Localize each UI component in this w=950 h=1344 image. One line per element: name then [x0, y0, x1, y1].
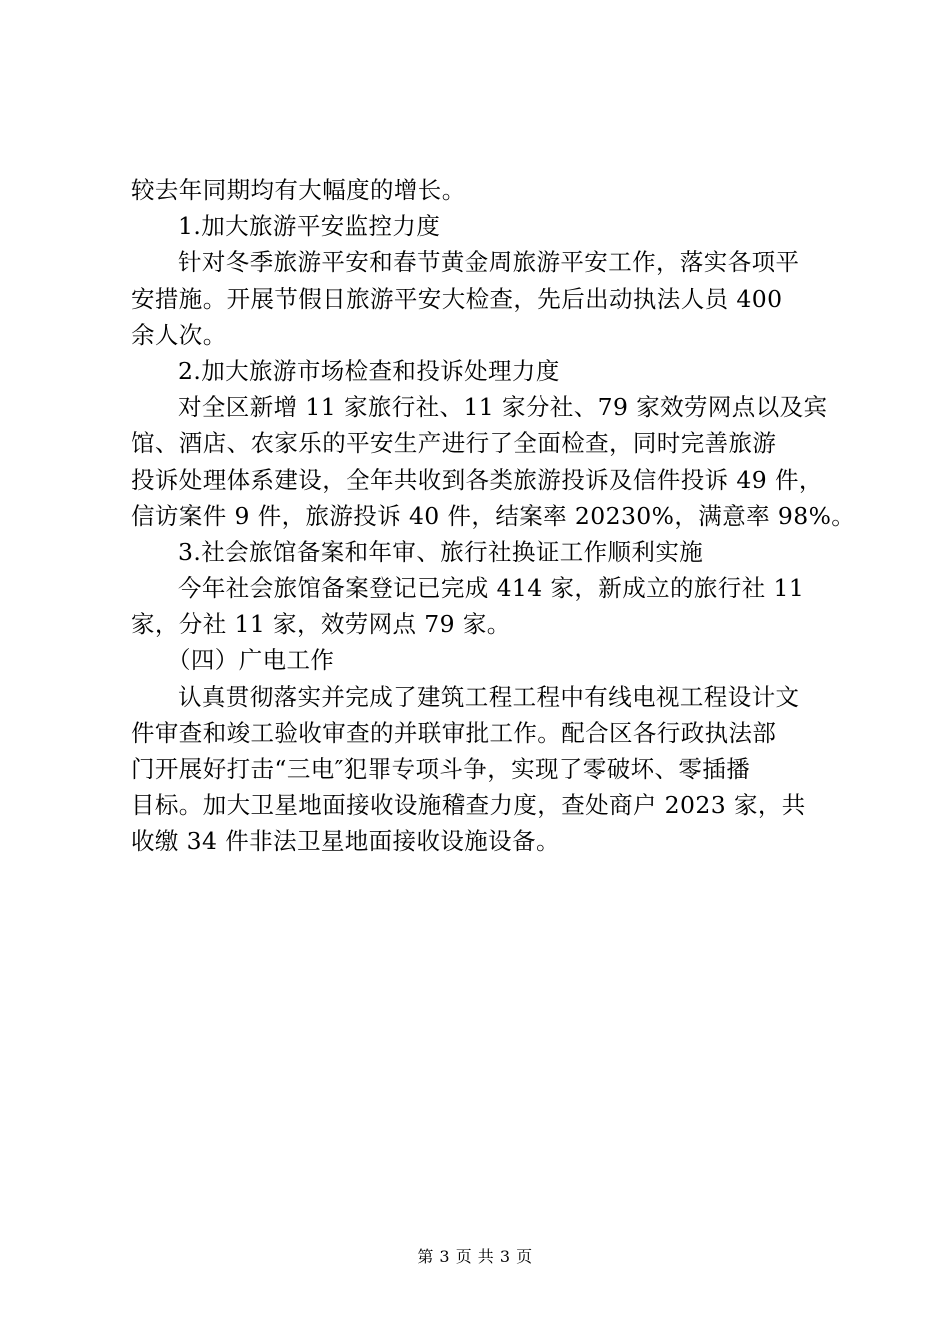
- section-heading-1: 1.加大旅游平安监控力度: [178, 212, 441, 241]
- paragraph-line: 家，分社 11 家，效劳网点 79 家。: [131, 610, 511, 639]
- paragraph-line: 投诉处理体系建设，全年共收到各类旅游投诉及信件投诉 49 件，: [131, 465, 823, 494]
- section-heading-3: 3.社会旅馆备案和年审、旅行社换证工作顺利实施: [178, 537, 704, 566]
- document-body: [131, 172, 856, 860]
- paragraph-line: 收缴 34 件非法卫星地面接收设施设备。: [131, 827, 560, 856]
- paragraph-line: 信访案件 9 件，旅游投诉 40 件，结案率 20230%，满意率 98%。: [131, 501, 856, 530]
- paragraph-line: 目标。加大卫星地面接收设施稽查力度，查处商户 2023 家，共: [131, 791, 806, 820]
- page-number-footer: 第 3 页 共 3 页: [417, 1247, 533, 1266]
- section-heading-4: （四）广电工作: [167, 646, 335, 675]
- paragraph-line: 件审查和竣工验收审查的并联审批工作。配合区各行政执法部: [131, 718, 777, 747]
- paragraph-line: 安措施。开展节假日旅游平安大检查，先后出动执法人员 400: [131, 284, 783, 313]
- section-heading-2: 2.加大旅游市场检查和投诉处理力度: [178, 356, 560, 385]
- paragraph-line: 针对冬季旅游平安和春节黄金周旅游平安工作，落实各项平: [178, 248, 800, 277]
- paragraph-line: 今年社会旅馆备案登记已完成 414 家，新成立的旅行社 11: [178, 574, 805, 603]
- paragraph-line: 对全区新增 11 家旅行社、11 家分社、79 家效劳网点以及宾: [178, 393, 828, 422]
- paragraph-continuation: 较去年同期均有大幅度的增长。: [131, 176, 466, 204]
- paragraph-line: 余人次。: [131, 320, 227, 349]
- paragraph-line: 认真贯彻落实并完成了建筑工程工程中有线电视工程设计文: [178, 682, 800, 711]
- paragraph-line: 馆、酒店、农家乐的平安生产进行了全面检查，同时完善旅游: [131, 429, 777, 458]
- paragraph-line: 门开展好打击“三电″犯罪专项斗争，实现了零破坏、零插播: [131, 755, 751, 783]
